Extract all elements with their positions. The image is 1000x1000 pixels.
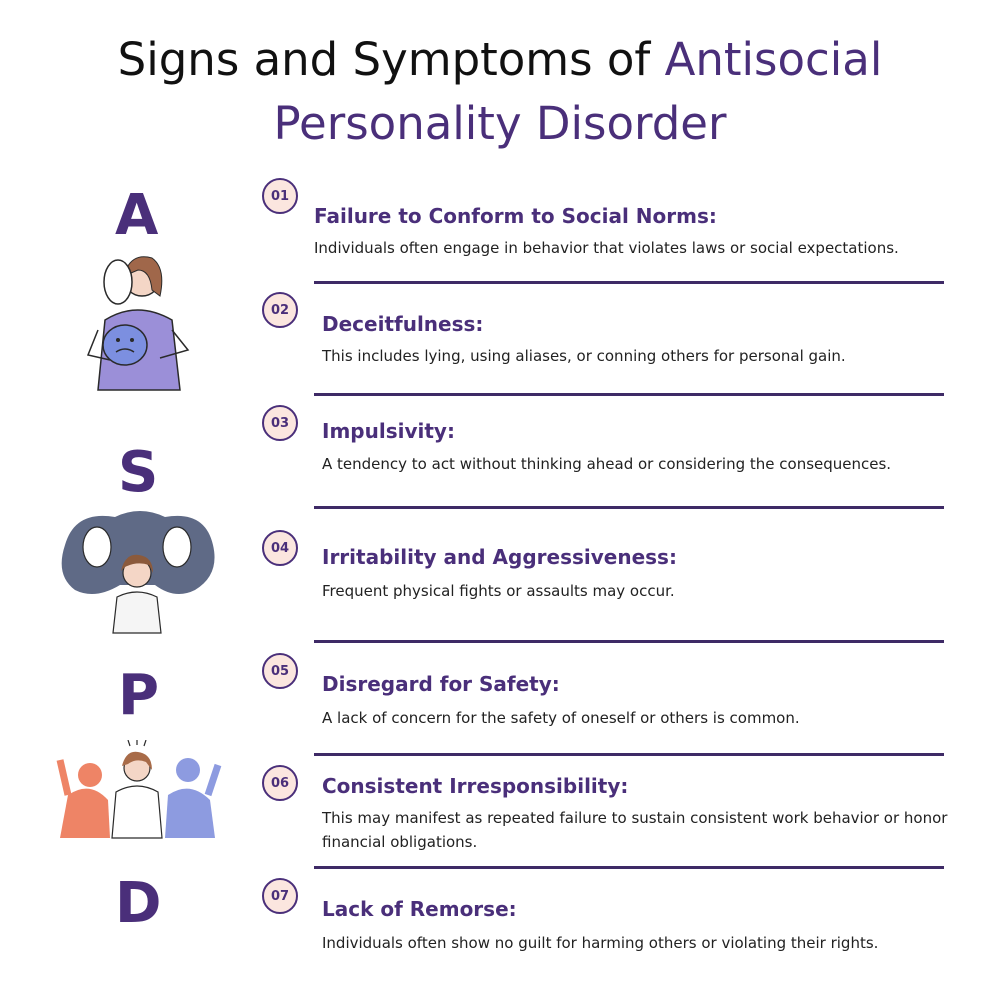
distressed-person-illustration bbox=[55, 505, 220, 635]
item-description: Frequent physical fights or assaults may occur. bbox=[322, 582, 675, 600]
item-description: This includes lying, using aliases, or conning others for personal gain. bbox=[322, 347, 846, 365]
item-description: A lack of concern for the safety of oneself or others is common. bbox=[322, 709, 800, 727]
item-heading: Consistent Irresponsibility: bbox=[322, 774, 629, 798]
divider bbox=[314, 640, 944, 643]
item-heading: Disregard for Safety: bbox=[322, 672, 560, 696]
divider bbox=[314, 866, 944, 869]
title-plain: Signs and Symptoms of bbox=[117, 33, 665, 86]
divider bbox=[314, 393, 944, 396]
item-description: This may manifest as repeated failure to sustain consistent work behavior or honor financial obligations. bbox=[322, 809, 948, 851]
item-description: A tendency to act without thinking ahead or considering the consequences. bbox=[322, 455, 892, 473]
item-heading: Impulsivity: bbox=[322, 419, 455, 443]
divider bbox=[314, 753, 944, 756]
item-number-badge: 01 bbox=[262, 178, 298, 214]
letter-s: S bbox=[118, 440, 159, 505]
letter-d: D bbox=[115, 871, 162, 936]
page-title bbox=[0, 28, 1000, 156]
item-number-badge: 07 bbox=[262, 878, 298, 914]
item-number-badge: 06 bbox=[262, 765, 298, 801]
title-line-1 bbox=[0, 28, 1000, 92]
title-accent: Antisocial bbox=[664, 33, 883, 86]
item-heading: Failure to Conform to Social Norms: bbox=[314, 204, 717, 228]
item-description: Individuals often show no guilt for harming others or violating their rights. bbox=[322, 934, 879, 952]
item-number-badge: 05 bbox=[262, 653, 298, 689]
divider bbox=[314, 506, 944, 509]
item-heading: Irritability and Aggressiveness: bbox=[322, 545, 677, 569]
divider bbox=[314, 281, 944, 284]
mask-person-illustration bbox=[80, 250, 195, 400]
title-line-2: Personality Disorder bbox=[273, 97, 727, 150]
item-number-badge: 04 bbox=[262, 530, 298, 566]
item-description: Individuals often engage in behavior that violates laws or social expectations. bbox=[314, 239, 899, 257]
item-heading: Deceitfulness: bbox=[322, 312, 484, 336]
letter-p: P bbox=[118, 663, 160, 728]
item-number-badge: 02 bbox=[262, 292, 298, 328]
three-people-illustration bbox=[50, 740, 225, 840]
letter-a: A bbox=[115, 183, 159, 248]
item-heading: Lack of Remorse: bbox=[322, 897, 517, 921]
item-number-badge: 03 bbox=[262, 405, 298, 441]
